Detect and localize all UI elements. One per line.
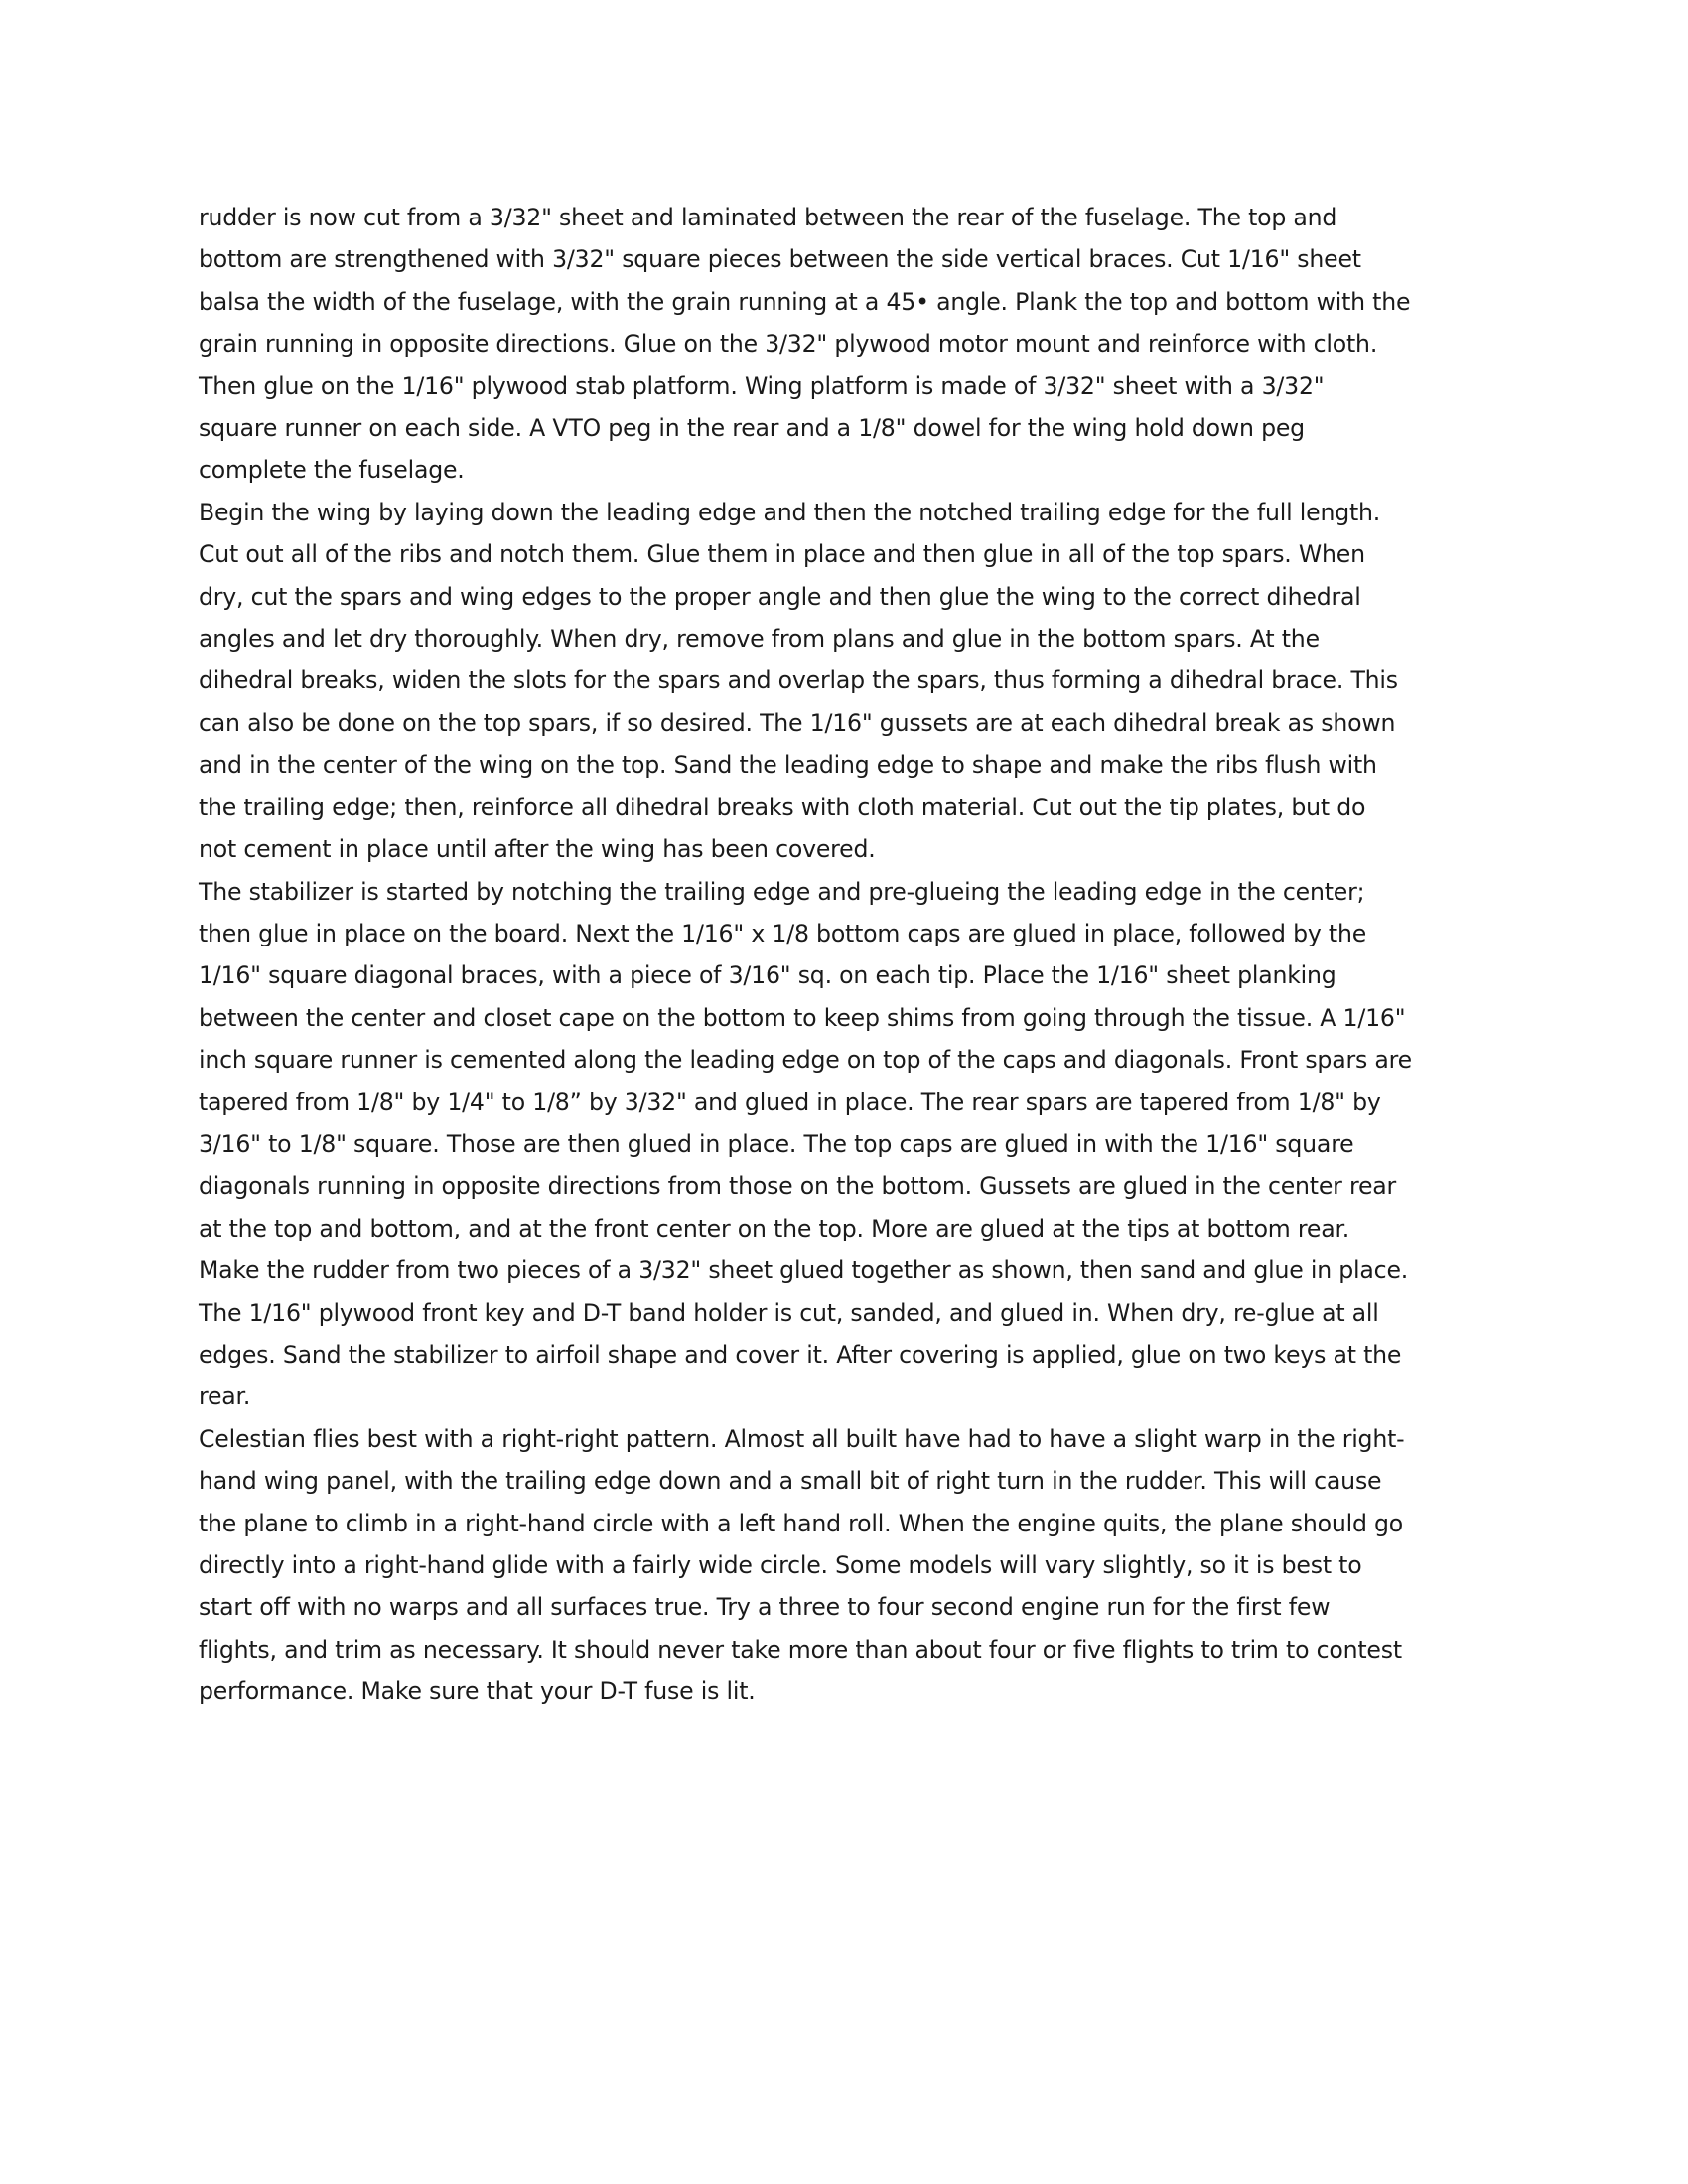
text-line: Cut out all of the ribs and notch them. Glue them in place and then glue in all of the top spars. When	[199, 540, 1365, 569]
text-line: Celestian flies best with a right-right pattern. Almost all built have had to have a slight warp in the right-	[199, 1424, 1405, 1453]
text-line: hand wing panel, with the trailing edge down and a small bit of right turn in the rudder. This will cause	[199, 1467, 1382, 1496]
text-line: start off with no warps and all surfaces true. Try a three to four second engine run for the first few	[199, 1593, 1331, 1622]
text-line: dihedral breaks, widen the slots for the spars and overlap the spars, thus forming a dihedral brace. This	[199, 666, 1398, 695]
text-line: 3/16" to 1/8" square. Those are then glued in place. The top caps are glued in with the 1/16" square	[199, 1129, 1354, 1158]
text-line: rudder is now cut from a 3/32" sheet and laminated between the rear of the fuselage. The top and	[199, 204, 1337, 231]
text-line: complete the fuselage.	[199, 456, 465, 485]
text-line: rear.	[199, 1383, 251, 1411]
text-line: dry, cut the spars and wing edges to the proper angle and then glue the wing to the correct dihedral	[199, 582, 1361, 611]
text-line: can also be done on the top spars, if so desired. The 1/16" gussets are at each dihedral break as shown	[199, 708, 1396, 737]
text-line: square runner on each side. A VTO peg in the rear and a 1/8" dowel for the wing hold down peg	[199, 414, 1305, 443]
text-line: between the center and closet cape on the bottom to keep shims from going through the tissue. A 1/16"	[199, 1003, 1406, 1032]
text-line: The stabilizer is started by notching the trailing edge and pre-glueing the leading edge in the center;	[199, 877, 1365, 906]
body-text	[199, 197, 1489, 1713]
text-line: Begin the wing by laying down the leading edge and then the notched trailing edge for the full length.	[199, 498, 1381, 526]
text-line: performance. Make sure that your D-T fuse is lit.	[199, 1677, 756, 1706]
text-line: tapered from 1/8" by 1/4" to 1/8” by 3/32" and glued in place. The rear spars are tapered from 1/8" by	[199, 1088, 1381, 1116]
text-line: diagonals running in opposite directions from those on the bottom. Gussets are glued in the center rear	[199, 1172, 1397, 1201]
text-line: Then glue on the 1/16" plywood stab platform. Wing platform is made of 3/32" sheet with a 3/32"	[199, 371, 1325, 400]
text-line: edges. Sand the stabilizer to airfoil shape and cover it. After covering is applied, glue on two keys at the	[199, 1340, 1402, 1369]
text-line: at the top and bottom, and at the front center on the top. More are glued at the tips at bottom rear.	[199, 1214, 1350, 1242]
text-line: The 1/16" plywood front key and D-T band holder is cut, sanded, and glued in. When dry, re-glue at all	[199, 1298, 1379, 1327]
text-line: the plane to climb in a right-hand circle with a left hand roll. When the engine quits, the plane should go	[199, 1509, 1404, 1537]
text-line: angles and let dry thoroughly. When dry, remove from plans and glue in the bottom spars. At the	[199, 625, 1320, 654]
text-line: bottom are strengthened with 3/32" square pieces between the side vertical braces. Cut 1/16" sheet	[199, 245, 1361, 274]
text-line: Make the rudder from two pieces of a 3/32" sheet glued together as shown, then sand and glue in place.	[199, 1256, 1409, 1285]
text-line: balsa the width of the fuselage, with the grain running at a 45• angle. Plank the top and bottom with the	[199, 287, 1411, 316]
text-line: 1/16" square diagonal braces, with a piece of 3/16" sq. on each tip. Place the 1/16" sheet planking	[199, 961, 1336, 990]
text-line: flights, and trim as necessary. It should never take more than about four or five flights to trim to contest	[199, 1635, 1402, 1664]
text-line: and in the center of the wing on the top. Sand the leading edge to shape and make the ribs flush with	[199, 751, 1377, 780]
text-line: grain running in opposite directions. Glue on the 3/32" plywood motor mount and reinforce with cloth.	[199, 330, 1378, 359]
text-line: the trailing edge; then, reinforce all dihedral breaks with cloth material. Cut out the tip plates, but do	[199, 793, 1366, 821]
text-line: then glue in place on the board. Next the 1/16" x 1/8 bottom caps are glued in place, followed by the	[199, 919, 1367, 947]
text-line: directly into a right-hand glide with a fairly wide circle. Some models will vary slightly, so it is best to	[199, 1551, 1362, 1579]
text-line: inch square runner is cemented along the leading edge on top of the caps and diagonals. Front spars are	[199, 1046, 1412, 1075]
text-line: not cement in place until after the wing has been covered.	[199, 835, 876, 864]
